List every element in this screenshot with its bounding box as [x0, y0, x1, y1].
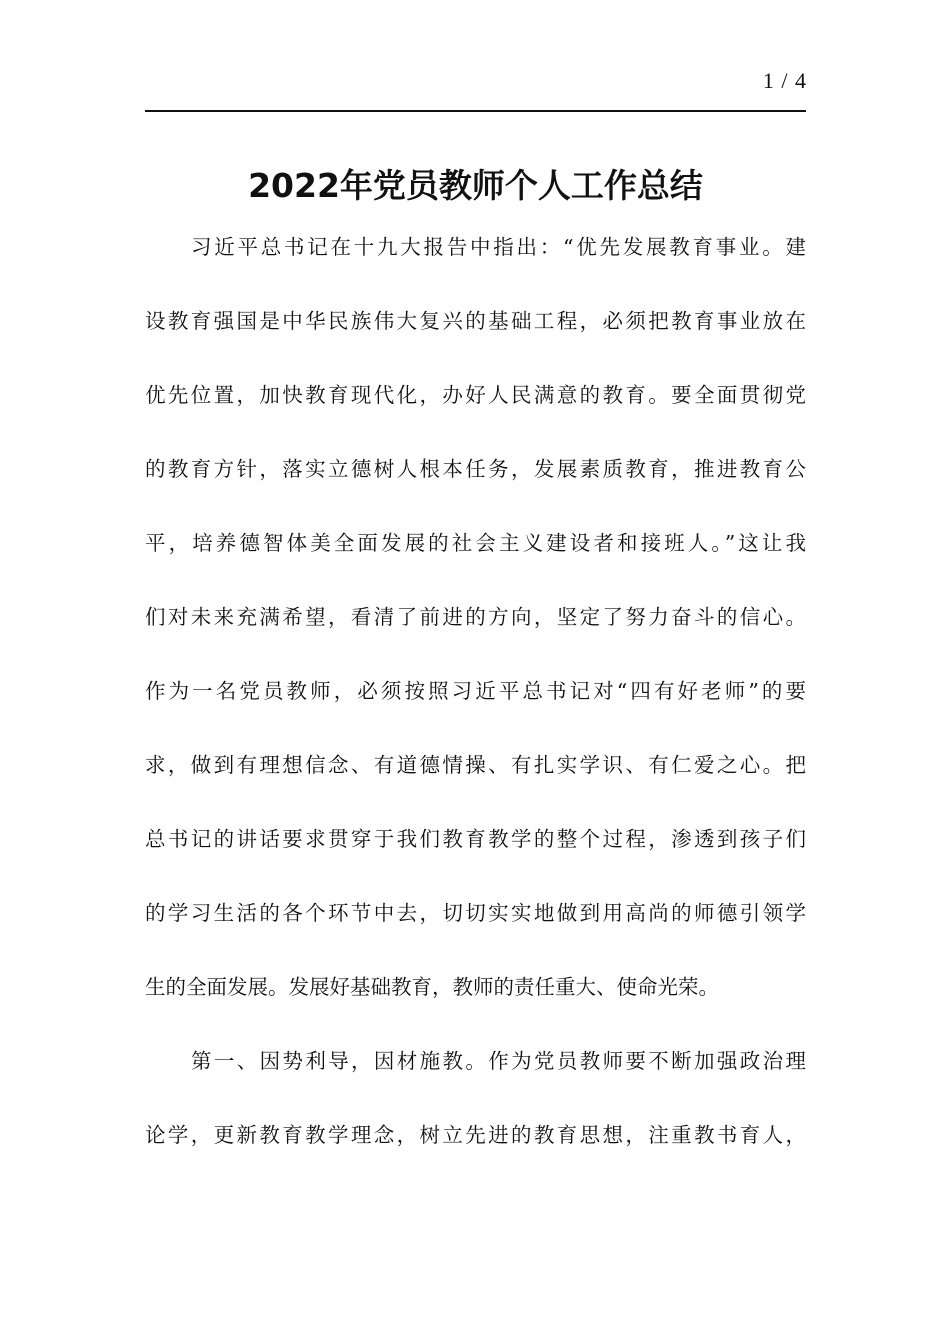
paragraph-2 — [145, 1040, 806, 1188]
paragraph-line: 设教育强国是中华民族伟大复兴的基础工程，必须把教育事业放在 — [145, 309, 806, 333]
paragraph-line: 优先位置，加快教育现代化，办好人民满意的教育。要全面贯彻党 — [145, 383, 806, 407]
paragraph-line: 平，培养德智体美全面发展的社会主义建设者和接班人。”这让我 — [145, 531, 806, 555]
paragraph-line: 的教育方针，落实立德树人根本任务，发展素质教育，推进教育公 — [145, 457, 806, 481]
paragraph-line: 总书记的讲话要求贯穿于我们教育教学的整个过程，渗透到孩子们 — [145, 827, 806, 851]
header-rule — [145, 110, 806, 112]
paragraph-line: 第一、因势利导，因材施教。作为党员教师要不断加强政治理 — [191, 1049, 806, 1073]
paragraph-line: 作为一名党员教师，必须按照习近平总书记对“四有好老师”的要 — [145, 679, 806, 703]
paragraph-1 — [145, 226, 806, 1040]
document-body — [145, 226, 806, 1188]
paragraph-line: 的学习生活的各个环节中去，切切实实地做到用高尚的师德引领学 — [145, 901, 806, 925]
document-title: 2022年党员教师个人工作总结 — [248, 166, 703, 205]
paragraph-line: 习近平总书记在十九大报告中指出：“优先发展教育事业。建 — [191, 235, 806, 259]
paragraph-line: 求，做到有理想信念、有道德情操、有扎实学识、有仁爱之心。把 — [145, 753, 806, 777]
page-number: 1 / 4 — [762, 68, 807, 93]
paragraph-line: 生的全面发展。发展好基础教育，教师的责任重大、使命光荣。 — [145, 975, 719, 999]
paragraph-line: 们对未来充满希望，看清了前进的方向，坚定了努力奋斗的信心。 — [145, 605, 806, 629]
paragraph-line: 论学，更新教育教学理念，树立先进的教育思想，注重教书育人， — [145, 1123, 806, 1147]
